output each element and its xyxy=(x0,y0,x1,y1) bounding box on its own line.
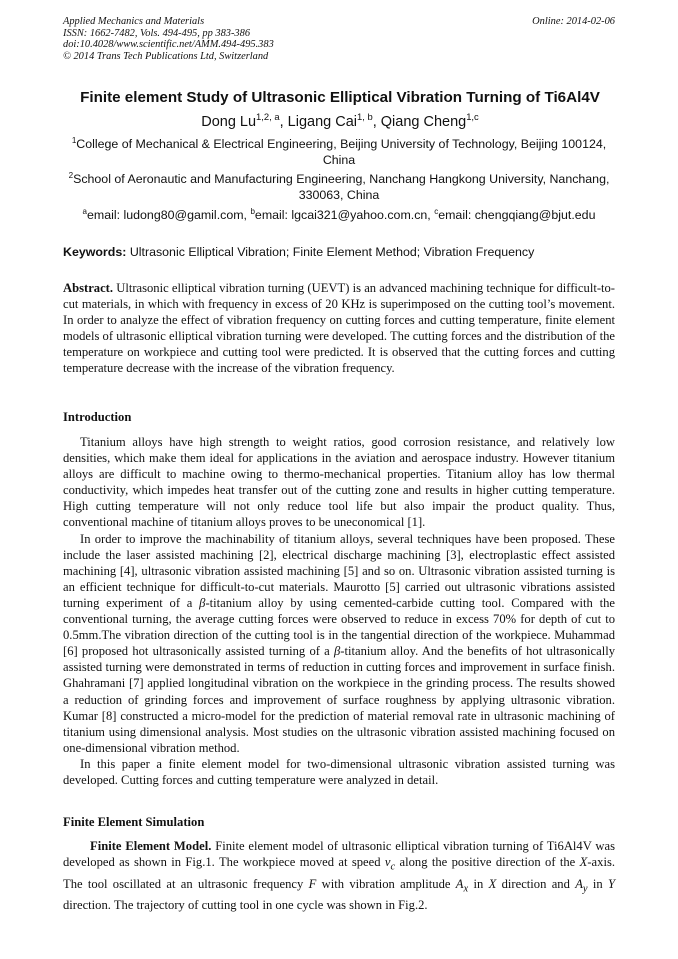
author-affiliation-mark: 1, b xyxy=(356,111,373,123)
paragraph xyxy=(63,838,615,913)
keywords xyxy=(63,245,615,259)
keywords-label: Keywords: xyxy=(63,245,127,259)
author-separator: , xyxy=(372,114,381,130)
email-text: email: ludong80@gamil.com, xyxy=(87,208,251,222)
issn-line: ISSN: 1662-7482, Vols. 494-495, pp 383-386 xyxy=(63,27,251,39)
paper-title: Finite element Study of Ultrasonic Elliptical Vibration Turning of Ti6Al4V xyxy=(80,89,600,106)
symbol-a: A xyxy=(575,876,583,891)
abstract-label: Abstract. xyxy=(63,281,114,295)
affiliation-text: College of Mechanical & Electrical Engineering, Beijing University of Technology, Beijing 100124, China xyxy=(76,137,607,167)
paragraph-text: direction. The trajectory of cutting tool in one cycle was shown in Fig.2. xyxy=(63,898,428,913)
paragraph: In this paper a finite element model for two-dimensional ultrasonic vibration assisted turning was developed. Cutting forces and cutting temperature were analyzed in detail. xyxy=(63,756,615,787)
introduction-body xyxy=(63,434,615,788)
symbol-sub: y xyxy=(582,883,588,895)
email-mark: a xyxy=(82,206,88,216)
paragraph-text: along the positive direction of the xyxy=(395,855,580,870)
email-text: email: chengqiang@bjut.edu xyxy=(438,208,596,222)
paragraph-text: -axis. The tool oscillated at an ultrasonic frequency xyxy=(63,855,615,891)
fes-heading: Finite Element Simulation xyxy=(63,815,205,829)
abstract xyxy=(63,280,615,377)
email-mark: c xyxy=(434,206,439,216)
paragraph-text: Finite element model of ultrasonic elliptical vibration turning of Ti6Al4V was developed as shown in Fig.1. The workpiece moved at speed xyxy=(63,839,616,870)
beta-symbol: β xyxy=(199,595,206,610)
keywords-text: Ultrasonic Elliptical Vibration; Finite Element Method; Vibration Frequency xyxy=(129,245,535,259)
abstract-text: Ultrasonic elliptical vibration turning (UEVT) is an advanced machining technique for difficult-to-cut materials, in which with frequency in excess of 20 KHz is superimposed on the cutting tool’s movement. In order to analyze the effect of vibration frequency on cutting forces and cutting temperature, finite element models of ultrasonic elliptical vibration turning were developed. The cutting forces and the distribution of the temperature on workpiece and cutting tool were predicted. It is observed that the cutting forces and cutting temperature decrease with the increase of the vibration frequency. xyxy=(63,281,615,376)
paragraph-text: in xyxy=(587,876,609,891)
affiliation-text: School of Aeronautic and Manufacturing Engineering, Nanchang Hangkong University, Nanchang, 330063, China xyxy=(73,172,610,202)
affiliation-2 xyxy=(63,172,615,203)
paragraph: Titanium alloys have high strength to weight ratios, good corrosion resistance, and relatively low densities, which make them ideal for applications in the aviation and aerospace industry. However titanium alloys are difficult to machine owing to thermo-mechanical properties. Titanium alloy has low thermal conductivity, which impedes heat transfer out of the cutting zone and results in higher cutting temperature. High cutting temperature will not only reduce tool life but also impair the product quality. Thus, conventional machine of titanium alloys proves to be uneconomical [1]. xyxy=(63,435,615,530)
paragraph-text: in xyxy=(468,876,489,891)
email-text: email: lgcai321@yahoo.com.cn, xyxy=(254,208,435,222)
subsection-label: Finite Element Model. xyxy=(90,839,212,853)
paragraph-text: direction and xyxy=(496,876,576,891)
online-date: Online: 2014-02-06 xyxy=(532,16,615,27)
symbol-v: v xyxy=(384,855,391,870)
affiliation-1 xyxy=(63,137,615,168)
author-affiliation-mark: 1,c xyxy=(466,111,479,123)
symbol-f: F xyxy=(308,876,317,891)
author-name: Dong Lu xyxy=(201,114,257,130)
author-separator: , xyxy=(279,114,288,130)
symbol-a: A xyxy=(455,876,464,891)
paragraph-text: -titanium alloy. And the benefits of hot ultrasonically assisted turning were demonstrated in terms of reduction in cutting forces and improvement in surface finish. Ghahramani [7] applied longitudinal vibration on the workpiece in the grinding process. The results showed a reduction of grinding forces and improvement of surface roughness by applying ultrasonic vibration. Kumar [8] constructed a micro-model for the prediction of material removal rate in ultrasonic machining of titanium using dimensional analysis. Most studies on the ultrasonic vibration assisted machining focused on one-dimensional vibration method. xyxy=(63,644,615,755)
email-list xyxy=(63,208,615,222)
symbol-x: X xyxy=(579,855,588,870)
paragraph-text: In order to improve the machinability of titanium alloys, several techniques have been proposed. These include the laser assisted machining [2], electrical discharge machining [3], electroplastic effect assisted machining [4], ultrasonic vibration assisted machining [5] and so on. Ultrasonic vibration assisted turning is an efficient technique for difficult-to-cut materials. Maurotto [5] carried out ultrasonic vibrations assisted turning experiment of a xyxy=(63,531,615,610)
author-affiliation-mark: 1,2, a xyxy=(256,111,280,123)
author-list xyxy=(40,111,640,130)
email-mark: b xyxy=(250,206,255,216)
affiliation-mark: 1 xyxy=(71,135,77,145)
author-name: Qiang Cheng xyxy=(380,114,467,130)
paragraph-text: -titanium alloy by using cemented-carbide cutting tool. Compared with the conventional turning, the average cutting forces were observed to reduce in excess 70% for depth of cut to 0.5mm.The vibration direction of the cutting tool is in the tangential direction of the workpiece. Muhammad [6] proposed hot ultrasonically assisted turning of a xyxy=(63,595,616,659)
symbol-sub: c xyxy=(390,861,396,873)
symbol-x: X xyxy=(488,876,497,891)
symbol-sub: x xyxy=(463,883,469,895)
symbol-y: Y xyxy=(608,876,616,891)
paragraph xyxy=(63,531,615,756)
fes-body xyxy=(63,838,615,913)
paragraph-text: with vibration amplitude xyxy=(316,876,456,891)
affiliation-mark: 2 xyxy=(68,170,74,180)
beta-symbol: β xyxy=(334,644,341,659)
doi-line: doi:10.4028/www.scientific.net/AMM.494-495.383 xyxy=(63,39,274,51)
author-name: Ligang Cai xyxy=(287,114,357,130)
copyright-line: © 2014 Trans Tech Publications Ltd, Switzerland xyxy=(63,50,269,62)
journal-header xyxy=(63,16,615,62)
journal-name: Applied Mechanics and Materials xyxy=(63,16,205,27)
introduction-heading: Introduction xyxy=(63,410,132,424)
